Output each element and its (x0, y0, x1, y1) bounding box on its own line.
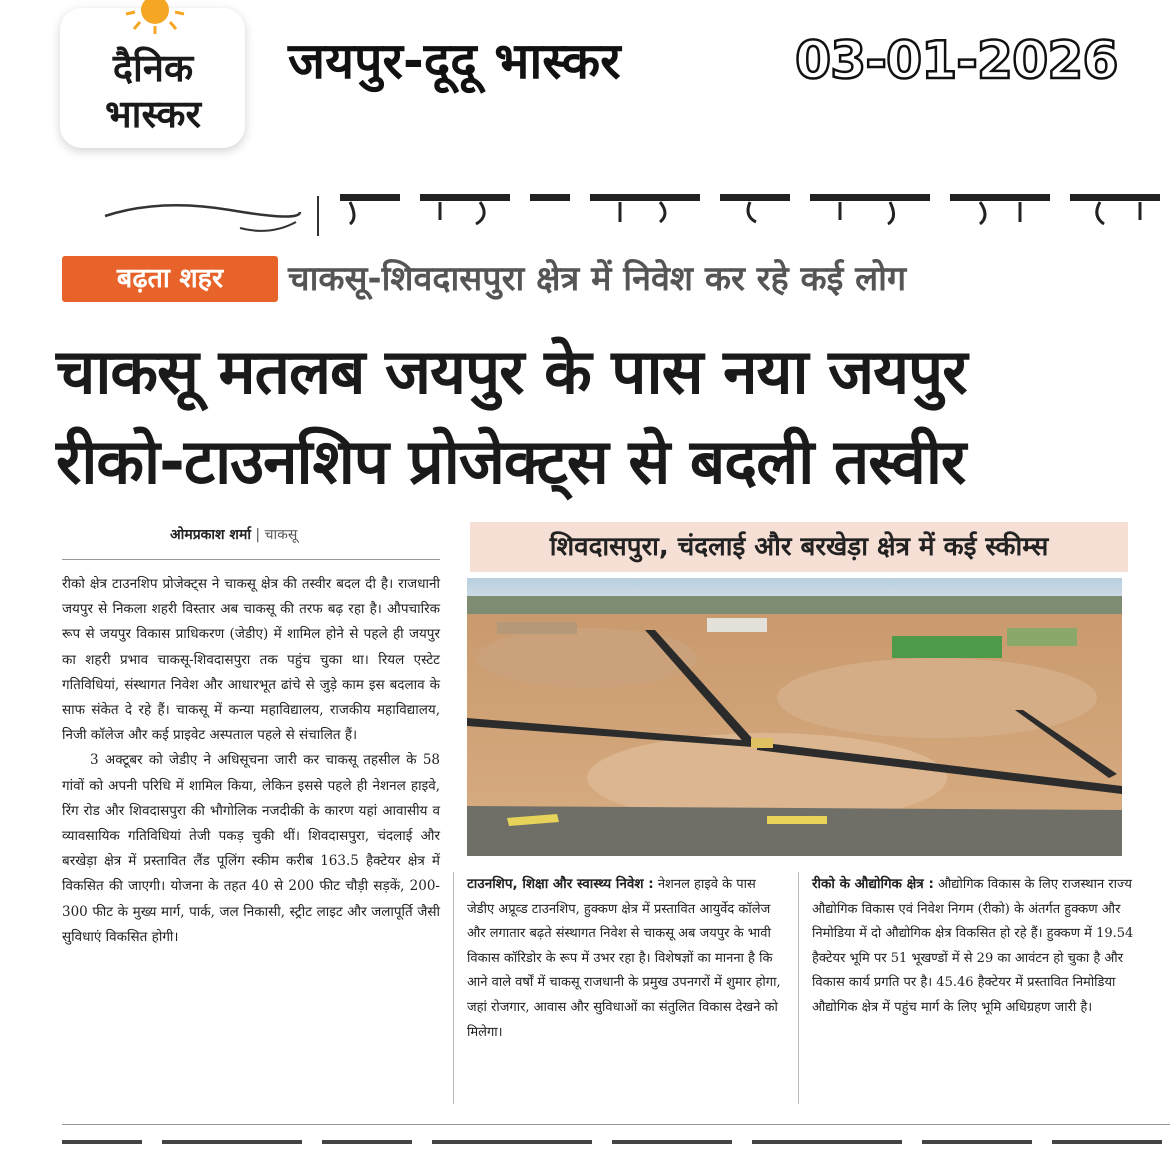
column-2-lead: टाउनशिप, शिक्षा और स्वास्थ्य निवेश : (467, 876, 654, 892)
article-column-1 (62, 572, 440, 950)
aerial-photo (467, 578, 1122, 856)
edition-title: जयपुर-दूदू भास्कर (288, 32, 621, 90)
byline-separator: | (250, 527, 265, 543)
headline-line-2: रीको-टाउनशिप प्रोजेक्ट्स से बदली तस्वीर (56, 425, 966, 498)
logo-text-bottom: भास्कर (104, 92, 202, 136)
bottom-rule (62, 1124, 1170, 1125)
article-column-3 (812, 872, 1142, 1021)
edition-date: 03-01-2026 (795, 31, 1118, 91)
byline-place: चाकसू (264, 527, 298, 543)
photo-subhead: शिवदासपुरा, चंदलाई और बरखेड़ा क्षेत्र में कई स्कीम्स (470, 522, 1128, 572)
column-2-paragraph (467, 872, 783, 1045)
column-3-text: औद्योगिक विकास के लिए राजस्थान राज्य औद्योगिक विकास एवं निवेश निगम (रीको) के अंतर्गत हुक्कण और निमोडिया में दो औद्योगिक क्षेत्र विकसित हो रहे हैं। हुक्कण में 19.54 हैक्टेयर भूमि पर 51 भूखण्डों में से 29 का आवंटन हो चुका है और विकास कार्य प्रगति पर है। 45.46 हैक्टेयर में प्रस्तावित निमोडिया औद्योगिक क्षेत्र में पहुंच मार्ग के लिए भूमि अधिग्रहण जारी है। (812, 877, 1134, 1015)
headline-line-1: चाकसू मतलब जयपुर के पास नया जयपुर (56, 335, 967, 408)
column-3-paragraph (812, 872, 1142, 1021)
byline-author: ओमप्रकाश शर्मा (170, 527, 251, 543)
article-kicker: चाकसू-शिवदासपुरा क्षेत्र में निवेश कर रहे कई लोग (288, 259, 907, 299)
logo (60, 8, 245, 148)
article-column-2 (467, 872, 783, 1045)
next-article-fragment (62, 1136, 1170, 1156)
byline-rule (62, 559, 440, 560)
column-2-text: नेशनल हाइवे के पास जेडीए अप्रूव्ड टाउनशिप, हुक्कण क्षेत्र में प्रस्तावित आयुर्वेद कॉलेज और लगातार बढ़ते संस्थागत निवेश से चाकसू अब जयपुर के भावी विकास कॉरिडोर के रूप में उभर रहा है। विशेषज्ञों का मानना है कि आने वाले वर्षों में चाकसू राजधानी के प्रमुख उपनगरों में शुमार होगा, जहां रोजगार, आवास और सुविधाओं का संतुलित विकास देखने को मिलेगा। (467, 877, 781, 1040)
column-divider (453, 872, 454, 1104)
paragraph-2: 3 अक्टूबर को जेडीए ने अधिसूचना जारी कर चाकसू तहसील के 58 गांवों को अपनी परिधि में शामिल किया, लेकिन इससे पहले ही नेशनल हाइवे, रिंग रोड और शिवदासपुरा की भौगोलिक नजदीकी के कारण यहां आवासीय व व्यावसायिक गतिविधियां तेजी पकड़ चुकी थीं। शिवदासपुरा, चंदलाई और बरखेड़ा क्षेत्र में प्रस्तावित लैंड पूलिंग स्कीम करीब 163.5 हैक्टेयर क्षेत्र में विकसित की जाएगी। योजना के तहत 40 से 200 फीट चौड़ी सड़कें, 200-300 फीट के मुख्य मार्ग, पार्क, जल निकासी, स्ट्रीट लाइट और जलापूर्ति जैसी सुविधाएं विकसित होगी। (62, 752, 440, 945)
byline (170, 525, 297, 544)
column-3-lead: रीको के औद्योगिक क्षेत्र : (812, 876, 934, 892)
section-tag: बढ़ता शहर (62, 256, 278, 302)
logo-text-top: दैनिक (112, 46, 194, 90)
column-divider (798, 872, 799, 1104)
previous-article-fragment (100, 188, 1170, 238)
paragraph-1: रीको क्षेत्र टाउनशिप प्रोजेक्ट्स ने चाकसू क्षेत्र की तस्वीर बदल दी है। राजधानी जयपुर से निकला शहरी विस्तार अब चाकसू की तरफ बढ़ रहा है। औपचारिक रूप से जयपुर विकास प्राधिकरण (जेडीए) में शामिल होने से पहले ही जयपुर का शहरी प्रभाव चाकसू-शिवदासपुरा तक पहुंच चुका था। रियल एस्टेट गतिविधियां, संस्थागत निवेश और आधारभूत ढांचे से जुड़े काम इस बदलाव के साफ संकेत दे रहे हैं। चाकसू में कन्या महाविद्यालय, राजकीय महाविद्यालय, निजी कॉलेज और कई प्राइवेट अस्पताल पहले से संचालित हैं। (62, 576, 440, 744)
sun-icon (122, 0, 188, 36)
